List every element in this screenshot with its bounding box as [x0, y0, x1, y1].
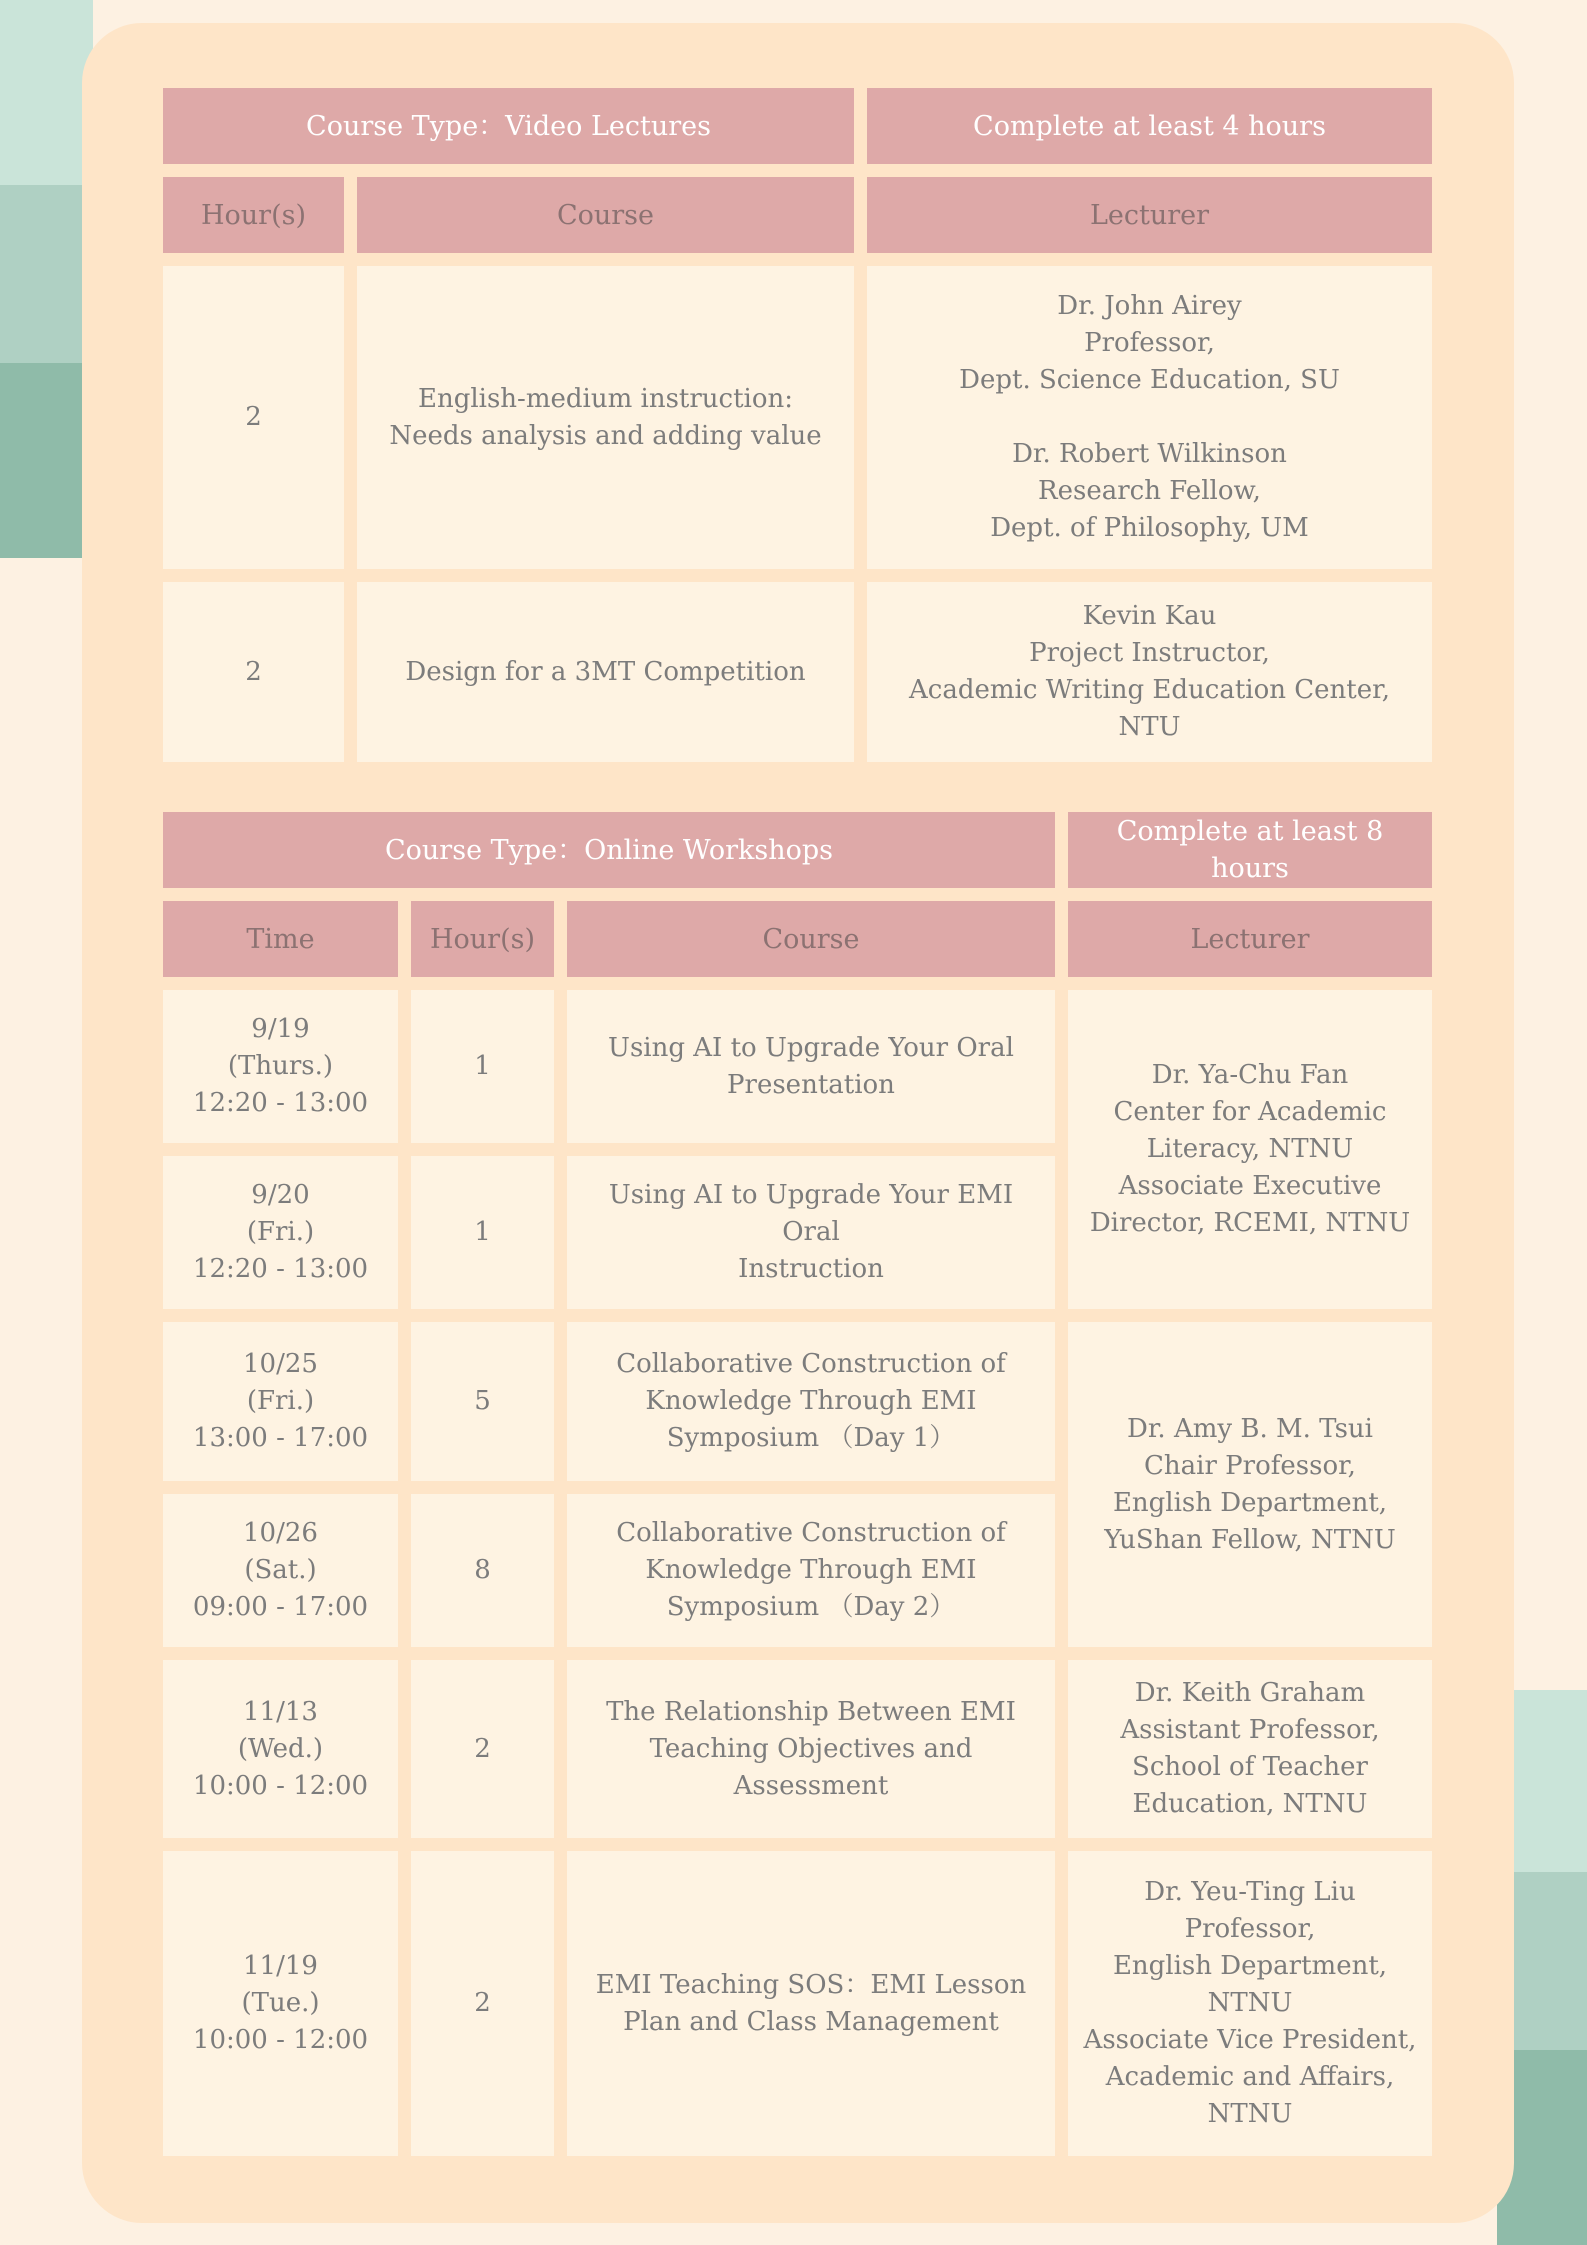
- workshop-row-1-time: 9/19 (Thurs.) 12:20 - 13:00: [163, 990, 398, 1143]
- workshop-row-2-hours: 1: [411, 1156, 554, 1309]
- workshop-row-3-course: Collaborative Construction of Knowledge Through EMI Symposium （Day 1）: [567, 1322, 1055, 1481]
- video-row-1-hours: 2: [163, 266, 344, 569]
- workshop-lecturer-graham: Dr. Keith Graham Assistant Professor, School of Teacher Education, NTNU: [1068, 1660, 1432, 1838]
- workshop-row-6-time: 11/19 (Tue.) 10:00 - 12:00: [163, 1851, 398, 2156]
- workshop-header-hours: Hour(s): [411, 901, 554, 977]
- workshop-row-4-time: 10/26 (Sat.) 09:00 - 17:00: [163, 1494, 398, 1647]
- video-row-2-course: Design for a 3MT Competition: [357, 582, 854, 762]
- workshop-row-4-hours: 8: [411, 1494, 554, 1647]
- video-header-lecturer: Lecturer: [867, 177, 1432, 253]
- workshop-header-course: Course: [567, 901, 1055, 977]
- video-row-2-lecturer: Kevin Kau Project Instructor, Academic Writing Education Center, NTU: [867, 582, 1432, 762]
- online-workshops-table: [163, 812, 1432, 2156]
- workshop-row-6-course: EMI Teaching SOS：EMI Lesson Plan and Class Management: [567, 1851, 1055, 2156]
- workshop-header-lecturer: Lecturer: [1068, 901, 1432, 977]
- workshop-row-2-time: 9/20 (Fri.) 12:20 - 13:00: [163, 1156, 398, 1309]
- workshop-row-6-hours: 2: [411, 1851, 554, 2156]
- video-header-hours: Hour(s): [163, 177, 344, 253]
- video-row-1-course: English-medium instruction: Needs analysis and adding value: [357, 266, 854, 569]
- video-row-1-lecturer: Dr. John Airey Professor, Dept. Science Education, SU Dr. Robert Wilkinson Research Fellow, Dept. of Philosophy, UM: [867, 266, 1432, 569]
- workshop-requirement: Complete at least 8 hours: [1068, 812, 1432, 888]
- video-requirement: Complete at least 4 hours: [867, 88, 1432, 164]
- workshop-course-type: Course Type：Online Workshops: [163, 812, 1055, 888]
- video-lectures-table: [163, 88, 1432, 762]
- workshop-lecturer-liu: Dr. Yeu-Ting Liu Professor, English Department, NTNU Associate Vice President, Academic and Affairs, NTNU: [1068, 1851, 1432, 2156]
- workshop-lecturer-tsui: Dr. Amy B. M. Tsui Chair Professor, English Department, YuShan Fellow, NTNU: [1068, 1322, 1432, 1647]
- workshop-row-3-hours: 5: [411, 1322, 554, 1481]
- workshop-row-1-hours: 1: [411, 990, 554, 1143]
- decor-stripe-top-2: [0, 185, 93, 363]
- workshop-row-4-course: Collaborative Construction of Knowledge Through EMI Symposium （Day 2）: [567, 1494, 1055, 1647]
- workshop-row-5-hours: 2: [411, 1660, 554, 1838]
- workshop-row-2-course: Using AI to Upgrade Your EMI Oral Instruction: [567, 1156, 1055, 1309]
- workshop-header-time: Time: [163, 901, 398, 977]
- video-course-type: Course Type：Video Lectures: [163, 88, 854, 164]
- workshop-row-1-course: Using AI to Upgrade Your Oral Presentation: [567, 990, 1055, 1143]
- decor-stripe-top-3: [0, 363, 93, 558]
- workshop-row-3-time: 10/25 (Fri.) 13:00 - 17:00: [163, 1322, 398, 1481]
- workshop-row-5-course: The Relationship Between EMI Teaching Objectives and Assessment: [567, 1660, 1055, 1838]
- decor-stripe-top-1: [0, 0, 93, 185]
- video-header-course: Course: [357, 177, 854, 253]
- workshop-row-5-time: 11/13 (Wed.) 10:00 - 12:00: [163, 1660, 398, 1838]
- video-row-2-hours: 2: [163, 582, 344, 762]
- workshop-lecturer-fan: Dr. Ya-Chu Fan Center for Academic Literacy, NTNU Associate Executive Director, RCEMI, NTNU: [1068, 990, 1432, 1309]
